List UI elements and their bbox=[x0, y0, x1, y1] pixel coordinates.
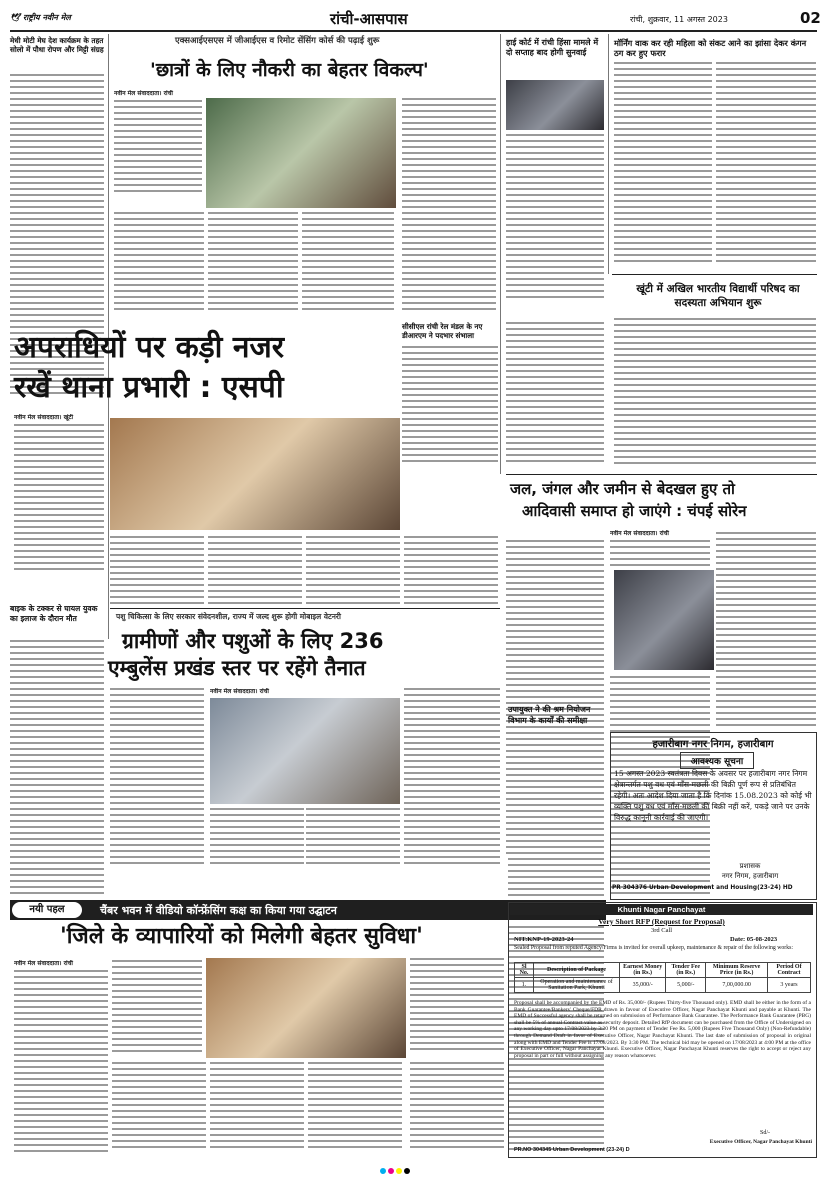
tender-cell: 35,000/- bbox=[620, 978, 666, 993]
nayi-pahal-kicker: चैंबर भवन में वीडियो कॉन्फ्रेंसिंग कक्ष का किया गया उद्घाटन bbox=[100, 904, 337, 917]
sp-headline-line2: रखें थाना प्रभारी : एसपी bbox=[14, 370, 284, 405]
tender-cell: 7,00,000.00 bbox=[706, 978, 768, 993]
sp-body-b bbox=[110, 536, 204, 606]
sp-body-d bbox=[306, 536, 400, 606]
ambulance-body-b bbox=[210, 808, 304, 868]
column-divider bbox=[500, 34, 501, 474]
hazaribagh-ad-signoff2: नगर निगम, हजारीबाग bbox=[721, 872, 779, 880]
nayi-pahal-headline: 'जिले के व्यापारियों को मिलेगी बेहतर सुविधा' bbox=[60, 924, 423, 949]
tender-sign: Sd/- bbox=[760, 1130, 771, 1136]
tender-prno: PR.NO 304345 Urban Development (23-24) D bbox=[514, 1147, 630, 1153]
champai-body-b bbox=[610, 540, 710, 568]
right-top-body-a bbox=[614, 62, 712, 268]
upayukt-body bbox=[508, 744, 604, 904]
right-top-headline: मॉर्निंग वाक कर रही महिला को संकट आने का झांसा देकर कंगन ठग कर हुए फरार bbox=[614, 38, 807, 58]
tender-cell: 5,000/- bbox=[666, 978, 706, 993]
ambulance-body-c bbox=[306, 808, 400, 868]
top-story-photo bbox=[206, 98, 396, 208]
drm-body bbox=[402, 346, 498, 468]
ambulance-body-d bbox=[404, 688, 500, 868]
left-story-2-body bbox=[10, 640, 104, 900]
tender-call: 3rd Call bbox=[650, 927, 673, 934]
nayi-pahal-body-g bbox=[410, 1062, 504, 1156]
tender-cell: Operation and maintenance of Sanitation Park, Khunti bbox=[533, 978, 619, 993]
nayi-pahal-body-c bbox=[410, 958, 504, 1058]
champai-headline-line1: जल, जंगल और जमीन से बेदखल हुए तो bbox=[510, 480, 735, 498]
sp-body-e bbox=[404, 536, 498, 606]
upayukt-headline-visible: उपायुक्त ने की श्रम नियोजन विभाग के कार्यों की समीक्षा bbox=[508, 705, 591, 725]
champai-byline: नवीन मेल संवाददाता। रांची bbox=[610, 530, 669, 537]
nayi-pahal-body-a bbox=[14, 970, 108, 1155]
tender-header-cell: Description of Package bbox=[533, 963, 619, 978]
khunti-rule bbox=[612, 274, 817, 275]
tender-header-cell: Period Of Contract bbox=[767, 963, 810, 978]
hazaribagh-ad-prno: PR 304376 Urban Development and Housing(23-24) HD bbox=[612, 885, 793, 891]
tender-header-cell: Minimum Reserve Price (in Rs.) bbox=[706, 963, 768, 978]
champai-photo bbox=[614, 570, 714, 670]
left-story-1 bbox=[10, 36, 104, 54]
masthead-rule bbox=[10, 30, 817, 32]
nayi-pahal-photo bbox=[206, 958, 406, 1058]
tender-header-cell: Tender Fee (in Rs.) bbox=[666, 963, 706, 978]
hazaribagh-ad-subtitle: आवश्यक सूचना bbox=[680, 752, 754, 769]
tender-row bbox=[515, 978, 811, 993]
tender-date: Date: 05-08-2023 bbox=[730, 936, 778, 943]
ambulance-byline: नवीन मेल संवाददाता। रांची bbox=[210, 688, 269, 695]
nayi-pahal-tag: नयी पहल bbox=[12, 902, 82, 918]
highcourt-headline: हाई कोर्ट में रांची हिंसा मामले में दो सप्ताह बाद होगी सुनवाई bbox=[506, 38, 599, 57]
top-story-byline: नवीन मेल संवाददाता। रांची bbox=[114, 90, 173, 97]
hazaribagh-ad-text: 15 अगस्त 2023 स्वतंत्रता दिवस के अवसर पर हजारीबाग नगर निगम क्षेत्रान्तर्गत पशु वध एवं माँस-मछली की बिक्री पूर्ण रूप से प्रतिबंधित रहेगी। अतः आदेश दिया जाता है कि दिनांक 15.08.2023 को कोई भी व्यक्ति पशु वध एवं माँस-मछली की बिक्री नहीं करें, पकड़े जाने पर उनके विरुद्ध कानूनी कार्रवाई की जाएगी। bbox=[614, 769, 812, 822]
top-story-body-col5 bbox=[302, 212, 394, 317]
champai-headline-line2: आदिवासी समाप्त हो जाएंगे : चंपई सोरेन bbox=[522, 502, 747, 520]
nayi-pahal-body-f bbox=[308, 1062, 402, 1156]
column-divider bbox=[608, 34, 609, 274]
right-top-body-b bbox=[716, 62, 816, 268]
drm-body-2 bbox=[506, 322, 604, 468]
logo: 🕊 राष्ट्रीय नवीन मेल bbox=[10, 13, 71, 22]
tender-signer: Executive Officer, Nagar Panchayat Khunti bbox=[709, 1139, 812, 1145]
top-story-body-col1 bbox=[114, 100, 202, 198]
page-number: 02 bbox=[800, 9, 821, 27]
dateline: रांची, शुक्रवार, 11 अगस्त 2023 bbox=[630, 15, 728, 24]
drm-headline: सीसीएल रांची रेल मंडल के नए डीआरएम ने पदभार संभाला bbox=[402, 322, 483, 340]
sp-headline-line1: अपराधियों पर कड़ी नजर bbox=[14, 330, 285, 365]
ambulance-headline-line1: ग्रामीणों और पशुओं के लिए 236 bbox=[122, 629, 384, 653]
sp-body-a bbox=[14, 424, 104, 574]
hazaribagh-ad-title: हजारीबाग नगर निगम, हजारीबाग bbox=[652, 739, 774, 750]
tender-table-wrap bbox=[514, 962, 811, 993]
top-story-headline: 'छात्रों के लिए नौकरी का बेहतर विकल्प' bbox=[150, 59, 429, 81]
left-story-1-headline: मेधी मोटी मेघ देश कार्यक्रम के तहत सोलो में पौधा रोपण और मिट्टी संग्रह bbox=[10, 36, 104, 54]
top-story-kicker: एक्सआईएसएस में जीआईएस व रिमोट सेंसिंग कोर्स की पढ़ाई शुरू bbox=[175, 36, 380, 46]
tender-title: Very Short RFP (Request for Proposal) bbox=[598, 917, 725, 926]
left-story-2 bbox=[10, 604, 104, 624]
tender-header-cell: Sl No. bbox=[515, 963, 534, 978]
nayi-pahal-body-d bbox=[112, 1062, 206, 1156]
sp-byline: नवीन मेल संवाददाता। खूंटी bbox=[14, 414, 74, 421]
ambulance-body-a bbox=[110, 688, 204, 868]
tender-header-cell: Earnest Money (in Rs.) bbox=[620, 963, 666, 978]
section-title: रांची-आसपास bbox=[330, 10, 408, 28]
tender-intro: Sealed Proposal from reputed Agency/Firms is invited for overall upkeep, maintenance & repair of the following works: bbox=[514, 945, 793, 951]
top-story-body-col3 bbox=[114, 212, 204, 317]
ambulance-kicker: पशु चिकित्सा के लिए सरकार संवेदनशील, राज्य में जल्द शुरू होगी मोबाइल वेटनरी bbox=[116, 612, 341, 621]
hazaribagh-ad-signoff1: प्रशासक bbox=[739, 862, 761, 870]
top-story-body-col4 bbox=[208, 212, 298, 317]
sp-photo bbox=[110, 418, 400, 530]
sp-body-c bbox=[208, 536, 302, 606]
highcourt-body bbox=[506, 134, 604, 304]
champai-rule bbox=[506, 474, 817, 475]
left-story-2-headline: बाइक के टक्कर से घायल युवक का इलाज के दौरान मौत bbox=[10, 604, 98, 623]
highcourt-photo bbox=[506, 80, 604, 130]
tender-cell: 3 years bbox=[767, 978, 810, 993]
ambulance-headline-line2: एम्बुलेंस प्रखंड स्तर पर रहेंगे तैनात bbox=[108, 656, 366, 680]
tender-nit: NIT:KNP-19-2023-24 bbox=[514, 936, 574, 943]
top-story-body-col2 bbox=[402, 98, 496, 318]
nayi-pahal-byline: नवीन मेल संवाददाता। रांची bbox=[14, 960, 73, 967]
champai-body-d bbox=[716, 532, 816, 732]
nayi-pahal-body-b bbox=[112, 960, 202, 1058]
masthead bbox=[10, 8, 821, 30]
tender-cell: 1. bbox=[515, 978, 534, 993]
tender-body: Proposal shall be accompanied by the EMD of Rs. 35,000/- (Rupees Thirty-five Thousand only). EMD shall be either in the form of a Bank Guarantee/Bankers' Cheque/FDR drawn in favour of Executive Officer, Nagar Panchayat Khunti and payable at Khunti. The EMD of Successful agency shall be returned on submission of Performance Bank Guarantee. The Performance Bank Guarantee (PBG) shall be 5% of annual Contract value as security deposit. Detailed RfP document can be purchased from the Office of Undersigned on any working day upto 17/08/2023 by 3:30 PM on payment of Tender Fee Rs. 5,000 (Rupees Five Thousand Only) (Non-Refundable) through Demand Draft in favor of Executive Officer, Nagar Panchayat Khunti. The last date of submission of proposal in original along with EMD and Tender Fee is 17/08/2023. By 3:30 PM. The technical bid may be opened on 17/08/2023 at 4:00 PM at the office of Executive Officer, Nagar Panchayat Khunti. Executive Officer, Nagar Panchayat Khunti reserves the right to accept or reject any proposal in part or full without assigning any reason whatsoever. bbox=[514, 1000, 811, 1059]
ambulance-photo bbox=[210, 698, 400, 804]
khunti-headline: खूंटी में अखिल भारतीय विद्यार्थी परिषद का सदस्यता अभियान शुरू bbox=[636, 283, 800, 309]
tender-table bbox=[514, 962, 811, 993]
ambulance-rule bbox=[110, 608, 500, 609]
khunti-body bbox=[614, 318, 816, 468]
tender-org: Khunti Nagar Panchayat bbox=[510, 904, 813, 915]
bird-icon: 🕊 bbox=[10, 13, 21, 22]
nayi-pahal-body-e bbox=[210, 1062, 304, 1156]
